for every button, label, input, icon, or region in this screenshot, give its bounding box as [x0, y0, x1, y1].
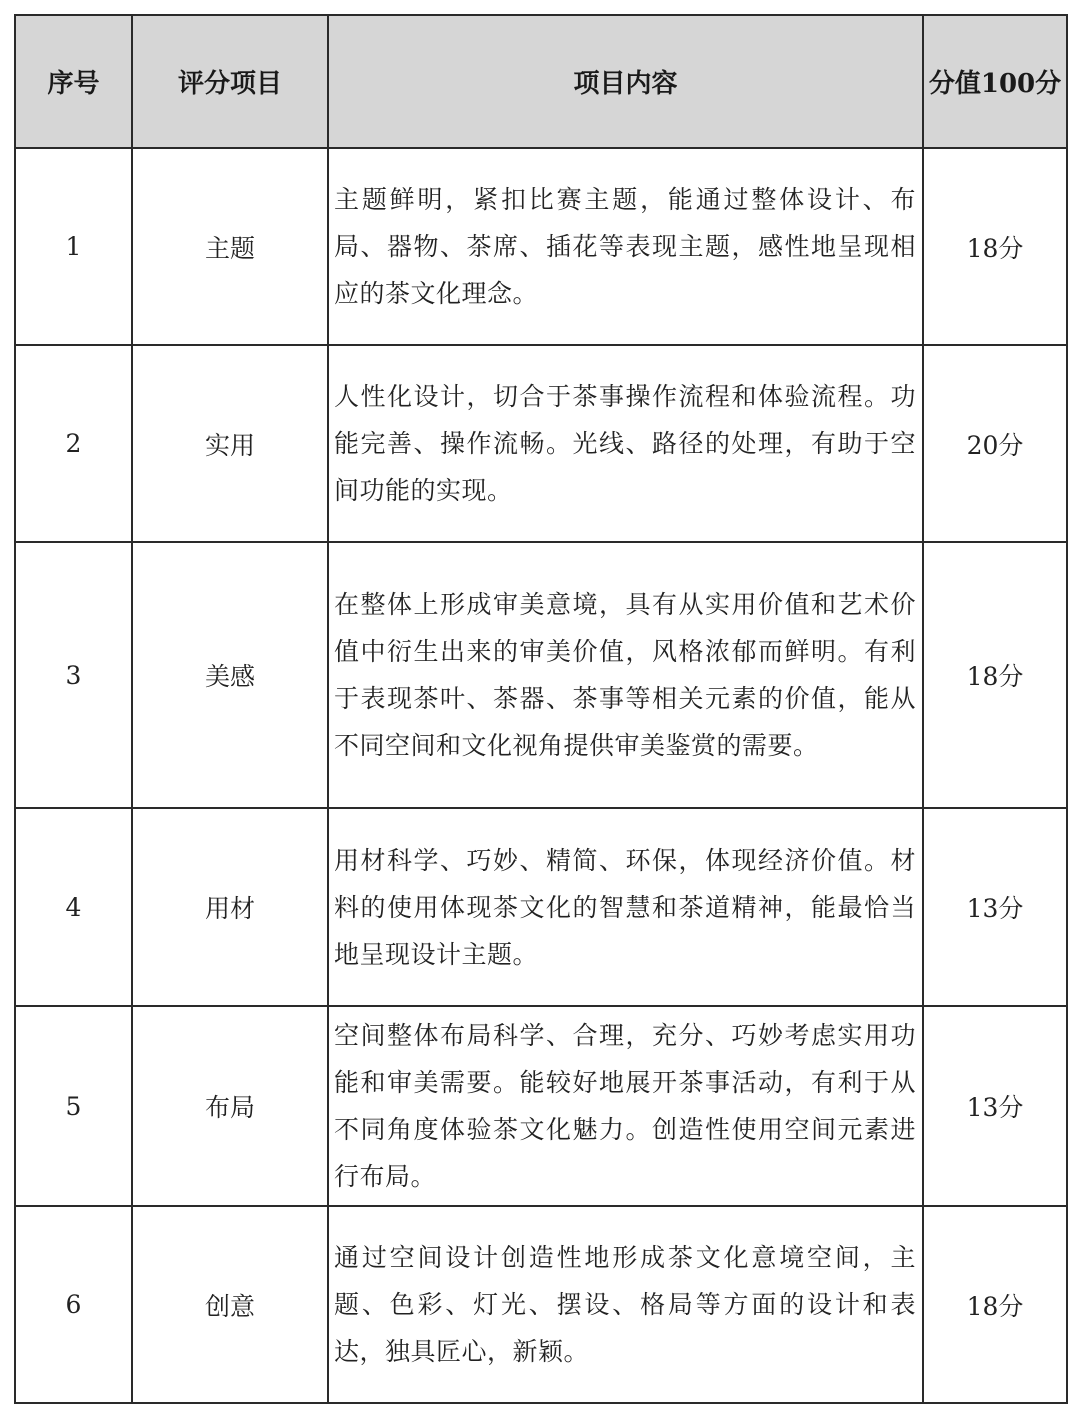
row-no: 5 — [15, 1006, 132, 1206]
row-content: 在整体上形成审美意境，具有从实用价值和艺术价值中衍生出来的审美价值，风格浓郁而鲜明。有利于表现茶叶、茶器、茶事等相关元素的价值，能从不同空间和文化视角提供审美鉴赏的需要。 — [328, 542, 923, 808]
row-score: 18分 — [923, 148, 1067, 345]
row-content: 通过空间设计创造性地形成茶文化意境空间，主题、色彩、灯光、摆设、格局等方面的设计和表达，独具匠心，新颖。 — [328, 1206, 923, 1403]
row-no: 4 — [15, 808, 132, 1006]
row-item: 布局 — [132, 1006, 328, 1206]
row-item: 实用 — [132, 345, 328, 542]
header-no: 序号 — [15, 15, 132, 148]
row-no: 6 — [15, 1206, 132, 1403]
row-score: 13分 — [923, 808, 1067, 1006]
row-no: 1 — [15, 148, 132, 345]
row-content: 主题鲜明，紧扣比赛主题，能通过整体设计、布局、器物、茶席、插花等表现主题，感性地呈现相应的茶文化理念。 — [328, 148, 923, 345]
header-row — [15, 15, 1067, 148]
header-item: 评分项目 — [132, 15, 328, 148]
row-no: 3 — [15, 542, 132, 808]
table-row — [15, 345, 1067, 542]
table-row — [15, 808, 1067, 1006]
header-content: 项目内容 — [328, 15, 923, 148]
table-row — [15, 148, 1067, 345]
table-row — [15, 1006, 1067, 1206]
row-content: 人性化设计，切合于茶事操作流程和体验流程。功能完善、操作流畅。光线、路径的处理，有助于空间功能的实现。 — [328, 345, 923, 542]
header-score: 分值100分 — [923, 15, 1067, 148]
table-row — [15, 1206, 1067, 1403]
row-content: 用材科学、巧妙、精简、环保，体现经济价值。材料的使用体现茶文化的智慧和茶道精神，能最恰当地呈现设计主题。 — [328, 808, 923, 1006]
row-score: 18分 — [923, 1206, 1067, 1403]
row-score: 20分 — [923, 345, 1067, 542]
row-content: 空间整体布局科学、合理，充分、巧妙考虑实用功能和审美需要。能较好地展开茶事活动，有利于从不同角度体验茶文化魅力。创造性使用空间元素进行布局。 — [328, 1006, 923, 1206]
row-item: 用材 — [132, 808, 328, 1006]
scoring-table — [14, 14, 1068, 1404]
row-no: 2 — [15, 345, 132, 542]
table-row — [15, 542, 1067, 808]
row-item: 主题 — [132, 148, 328, 345]
row-item: 创意 — [132, 1206, 328, 1403]
row-item: 美感 — [132, 542, 328, 808]
row-score: 13分 — [923, 1006, 1067, 1206]
row-score: 18分 — [923, 542, 1067, 808]
